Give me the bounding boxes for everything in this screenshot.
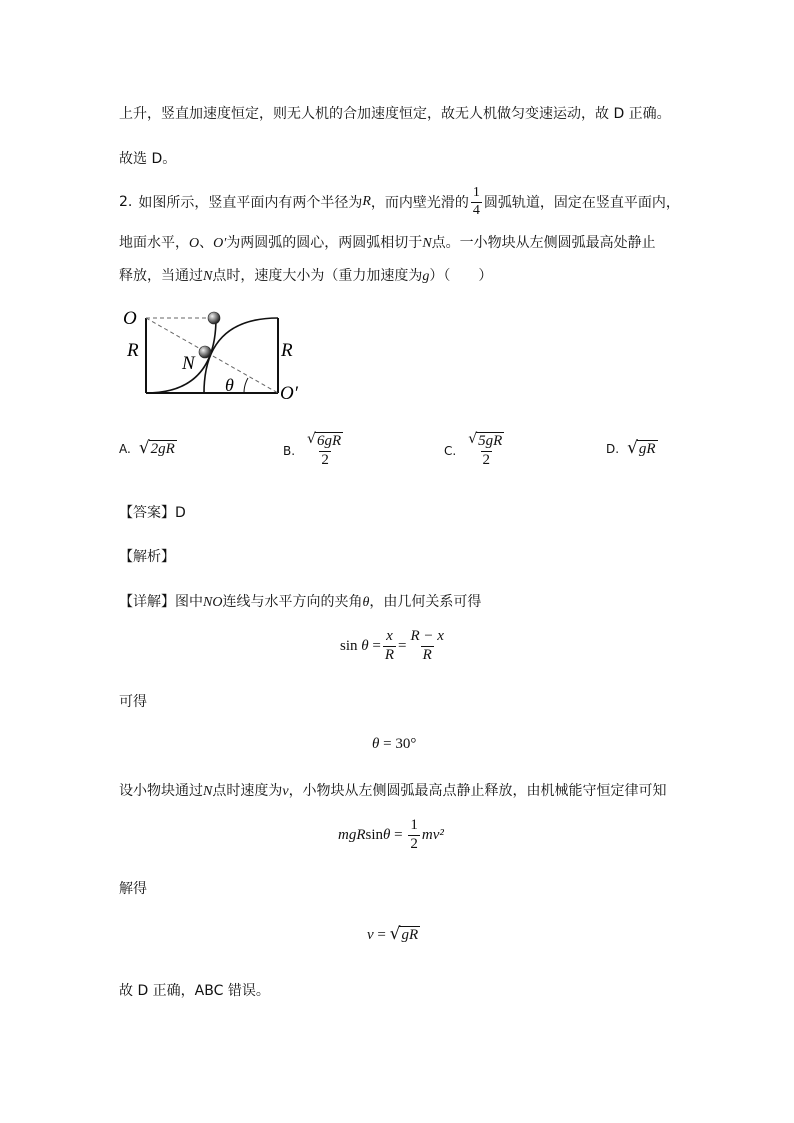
equation-velocity: v = √ gR — [367, 924, 419, 944]
option-c[interactable]: C. √ 5gR 2 — [444, 431, 503, 469]
label-o-prime: O′ — [280, 383, 298, 404]
ball-n — [199, 346, 211, 358]
label-r-right: R — [281, 340, 293, 361]
quarter-fraction: $\frac{1}{4}$ — [472, 185, 480, 218]
equation-sin-theta: sin θ = $\frac{x}{R}$ = $\frac{R - x}{R}$ — [340, 628, 444, 663]
analysis-tag: 【解析】 — [119, 549, 175, 565]
intro-line-2: 故选 D。 — [119, 151, 177, 167]
question-line-2: 地面水平，O、O′为两圆弧的圆心，两圆弧相切于N点。一小物块从左侧圆弧最高处静止 — [119, 235, 656, 251]
question-number: 2. — [119, 194, 133, 211]
intro-line-1: 上升，竖直加速度恒定，则无人机的合加速度恒定，故无人机做匀变速运动，故 D 正确。 — [119, 106, 671, 122]
setv-line: 设小物块通过N点时速度为v，小物块从左侧圆弧最高点静止释放，由机械能守恒定律可知 — [119, 783, 667, 799]
jiede-text: 解得 — [119, 881, 147, 897]
answer-value: D — [175, 505, 186, 521]
label-r-left: R — [127, 340, 139, 361]
answer-line: 【答案】D — [119, 505, 186, 521]
label-theta: θ — [225, 375, 234, 395]
kede-text: 可得 — [119, 694, 147, 710]
angle-arc — [244, 378, 248, 393]
question-line-1: 2. 如图所示，竖直平面内有两个半径为 R ，而内壁光滑的 $\frac{1}{4}$ 圆弧轨道，固定在竖直平面内， — [119, 185, 680, 218]
option-b[interactable]: B. √ 6gR 2 — [283, 431, 342, 469]
label-n: N — [182, 353, 195, 374]
equation-theta-value: θ = 30° — [372, 736, 417, 752]
ball-top — [208, 312, 220, 324]
conclusion-text: 故 D 正确，ABC 错误。 — [119, 983, 270, 999]
detail-line: 【详解】图中NO连线与水平方向的夹角θ，由几何关系可得 — [119, 594, 482, 610]
equation-energy: mgR sin θ = $\frac{1}{2}$ mv² — [338, 817, 444, 852]
option-a-sqrt: √ 2gR — [138, 438, 175, 458]
label-o: O — [123, 308, 137, 329]
arc-track-figure — [118, 302, 318, 406]
question-line-3: 释放，当通过N点时，速度大小为（重力加速度为g）（ ） — [119, 268, 493, 284]
option-d-sqrt: √ gR — [627, 438, 656, 458]
option-a[interactable]: A. √ 2gR — [119, 438, 175, 458]
dashed-diagonal — [146, 318, 278, 393]
option-d[interactable]: D. √ gR — [606, 438, 656, 458]
